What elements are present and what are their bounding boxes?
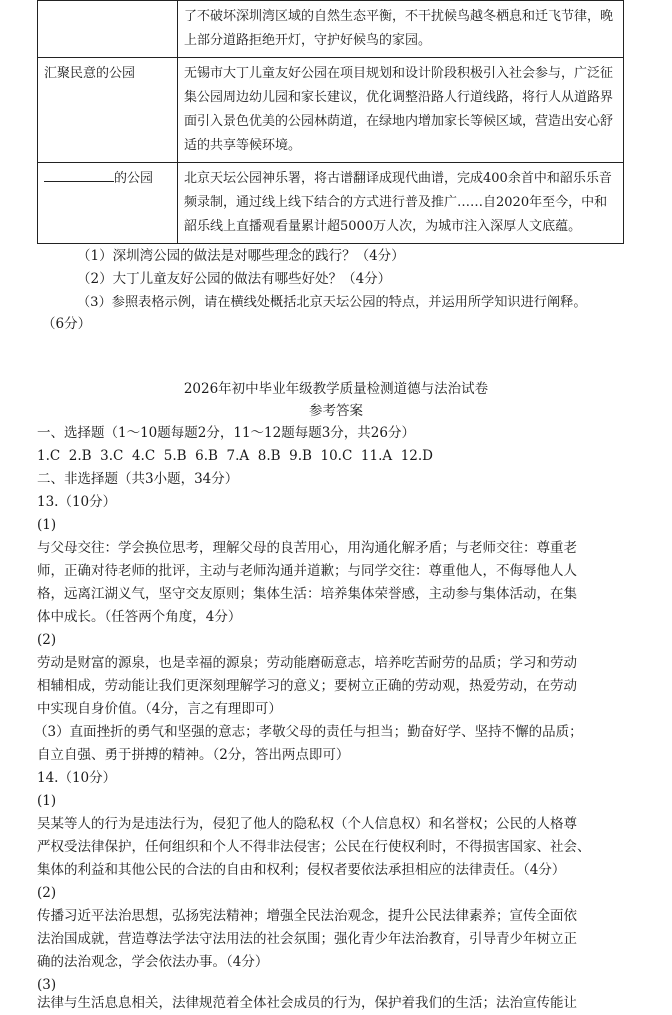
q13-answer3-line1: （3）直面挫折的勇气和坚强的意志；孝敬父母的责任与担当；勤奋好学、坚持不懈的品质；: [34, 724, 583, 740]
q14-answer1-line2: 严权受法律保护，任何组织和个人不得非法侵害；公民在行使权利时，不得损害国家、社会、: [37, 839, 591, 855]
row2-label: 汇聚民意的公园: [38, 58, 178, 163]
table-row: [38, 1, 624, 58]
q14-answer2-line2: 法治国成就，营造尊法学法守法用法的社会氛围；强化青少年法治教育，引导青少年树立正: [37, 931, 577, 947]
answer-key-subtitle: 参考答案: [309, 403, 363, 419]
case-table: [37, 0, 624, 244]
fill-in-blank: [44, 167, 114, 182]
q13-answer1-line2: 师，正确对待老师的批评，主动与老师沟通并道歉；与同学交往：尊重他人，不侮辱他人人: [37, 563, 577, 579]
q14-heading: 14.（10分）: [37, 770, 117, 786]
row1-label-cell: [38, 1, 178, 58]
row1-content: 了不破坏深圳湾区域的自然生态平衡，不干扰候鸟越冬栖息和迁飞节律，晚上部分道路拒绝开灯，守护好候鸟的家园。: [178, 1, 624, 58]
q13-answer1-line4: 体中成长。（任答两个角度，4分）: [37, 609, 242, 625]
row3-label-suffix: 的公园: [114, 171, 154, 186]
q13-answer3-line2: 自立自强、勇于拼搏的精神。（2分，答出两点即可）: [37, 747, 350, 763]
q13-part2-label: (2): [37, 632, 57, 648]
q13-answer2-line3: 中实现自身价值。（4分，言之有理即可）: [37, 701, 282, 717]
q14-part1-label: (1): [37, 793, 57, 809]
question-2: （2）大丁儿童友好公园的做法有哪些好处？（4分）: [77, 271, 392, 287]
q14-part2-label: (2): [37, 885, 57, 901]
table-row: [38, 58, 624, 163]
q13-heading: 13.（10分）: [37, 494, 117, 510]
question-3-line2: （6分）: [42, 316, 92, 332]
q14-answer1-line3: 集体的利益和其他公民的合法的自由和权利；侵权者要依法承担相应的法律责任。（4分）: [37, 862, 566, 878]
question-3-line1: （3）参照表格示例，请在横线处概括北京天坛公园的特点，并运用所学知识进行阐释。: [77, 295, 587, 310]
row2-content: 无锡市大丁儿童友好公园在项目规划和设计阶段积极引入社会参与，广泛征集公园周边幼儿园和家长建议，优化调整沿路人行道线路，将行人从道路界面引入景色优美的公园林荫道，在绿地内增加家长等候区域，营造出安心舒适的共享等候环境。: [178, 58, 624, 163]
row3-label: [38, 163, 178, 244]
choice-answers: 1.C 2.B 3.C 4.C 5.B 6.B 7.A 8.B 9.B 10.C 11.A 12.D: [37, 448, 433, 464]
q13-answer1-line3: 格，远离江湖义气，坚守交友原则；集体生活：培养集体荣誉感，主动参与集体活动，在集: [37, 586, 577, 602]
q13-answer2-line1: 劳动是财富的源泉，也是幸福的源泉；劳动能磨砺意志，培养吃苦耐劳的品质；学习和劳动: [37, 655, 577, 671]
q14-part3-label: (3): [37, 977, 57, 993]
q14-answer2-line3: 确的法治观念，学会依法办事。（4分）: [37, 954, 269, 970]
q13-answer1-line1: 与父母交往：学会换位思考，理解父母的良苦用心，用沟通化解矛盾；与老师交往：尊重老: [37, 540, 577, 556]
table-row: [38, 163, 624, 244]
q14-answer3-line1: 法律与生活息息相关，法律规范着全体社会成员的行为，保护着我们的生活；法治宣传能让: [37, 995, 577, 1011]
section-1-heading: 一、选择题（1～10题每题2分，11～12题每题3分，共26分）: [37, 425, 415, 441]
section-2-heading: 二、非选择题（共3小题，34分）: [37, 471, 239, 487]
q14-answer2-line1: 传播习近平法治思想，弘扬宪法精神；增强全民法治观念，提升公民法律素养；宣传全面依: [37, 908, 577, 924]
question-1: （1）深圳湾公园的做法是对哪些理念的践行？（4分）: [77, 248, 405, 264]
q13-part1-label: (1): [37, 517, 57, 533]
row3-content: 北京天坛公园神乐署，将古谱翻译成现代曲谱，完成400余首中和韶乐乐音频录制，通过线上线下结合的方式进行普及推广……自2020年至今，中和韶乐线上直播观看量累计超5000万人次，为城市注入深厚人文底蕴。: [178, 163, 624, 244]
answer-key-title: 2026年初中毕业年级教学质量检测道德与法治试卷: [183, 381, 489, 397]
q13-answer2-line2: 相辅相成，劳动能让我们更深刻理解学习的意义；要树立正确的劳动观，热爱劳动，在劳动: [37, 678, 577, 694]
q14-answer1-line1: 吴某等人的行为是违法行为，侵犯了他人的隐私权（个人信息权）和名誉权；公民的人格尊: [37, 816, 577, 832]
